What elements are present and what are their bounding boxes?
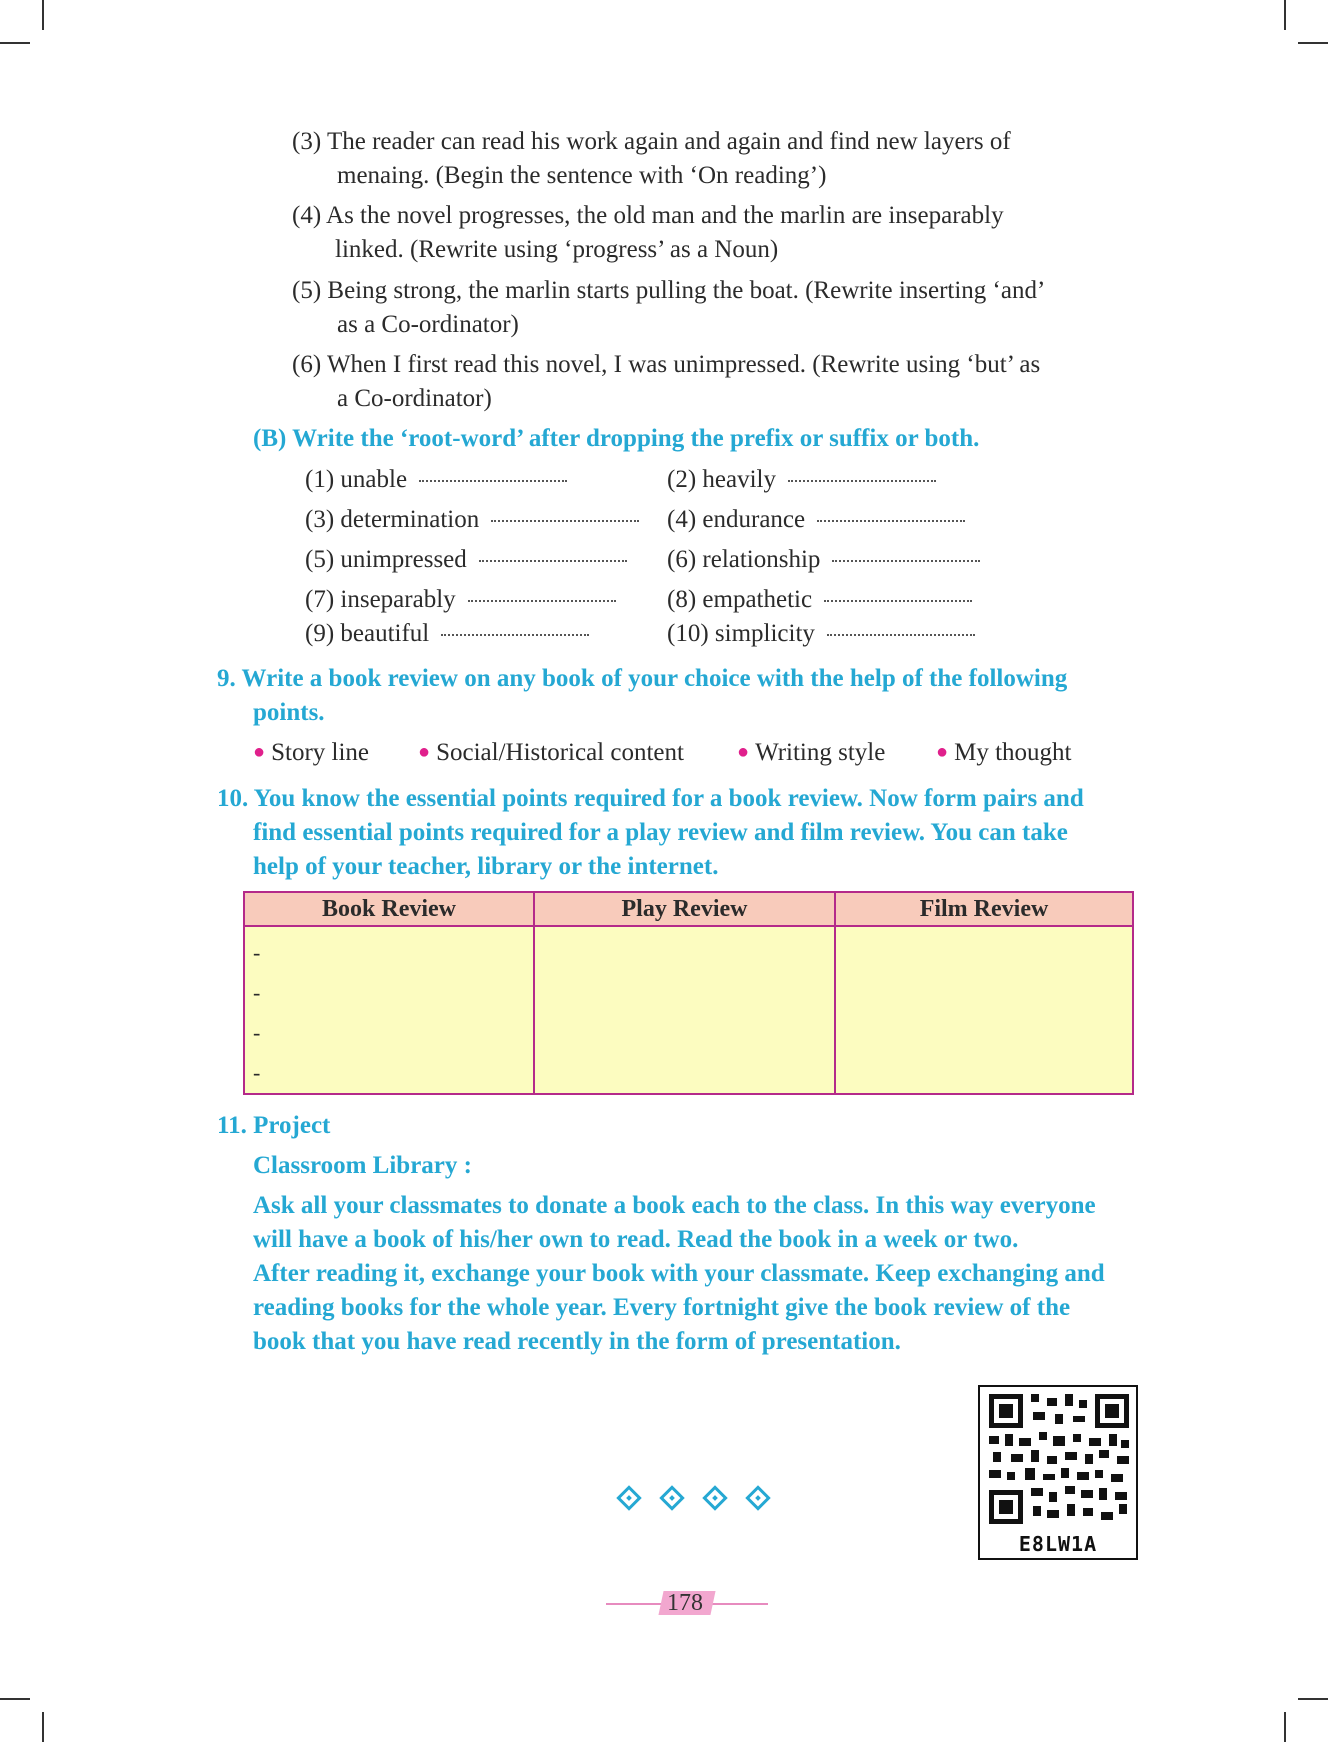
play-review-cell[interactable] [534, 926, 835, 1094]
crop-mark [1298, 1698, 1328, 1700]
exercise-item-6-line1: (6) When I first read this novel, I was unimpressed. (Rewrite using ‘but’ as [292, 351, 1041, 378]
exercise-item-6-line2: a Co-ordinator) [337, 385, 492, 412]
project-text-line: After reading it, exchange your book with your classmate. Keep exchanging and [253, 1260, 1105, 1287]
review-table [243, 891, 1134, 1095]
project-text-line: will have a book of his/her own to read. Read the book in a week or two. [253, 1226, 1019, 1253]
book-review-cell[interactable] [244, 926, 534, 1094]
question-9-line1: 9. Write a book review on any book of your choice with the help of the following [217, 665, 1068, 692]
crop-mark [1298, 42, 1328, 44]
dash-item: - [253, 1060, 261, 1085]
answer-blank[interactable] [491, 520, 639, 522]
exercise-item-5-line1: (5) Being strong, the marlin starts pulling the boat. (Rewrite inserting ‘and’ [292, 277, 1046, 304]
question-10-line2: find essential points required for a play review and film review. You can take [253, 819, 1068, 846]
dash-list [245, 927, 533, 1093]
answer-blank[interactable] [419, 480, 567, 482]
root-word-item: (10) simplicity [667, 620, 975, 648]
item-text: (3) The reader can read his work again and again and find new layers of [292, 128, 1011, 155]
dash-item: - [253, 940, 261, 965]
review-table-header-row [244, 892, 1133, 926]
project-text-line: book that you have read recently in the form of presentation. [253, 1328, 901, 1355]
bullet-icon: ● [253, 741, 266, 763]
diamond-ornament-icon [745, 1485, 770, 1510]
page-number: 178 [667, 1590, 703, 1616]
root-word-item: (5) unimpressed [305, 546, 627, 574]
crop-mark [0, 1698, 30, 1700]
qr-code-icon [989, 1394, 1129, 1524]
point-my-thought: ● My thought [936, 739, 1072, 766]
answer-blank[interactable] [832, 560, 980, 562]
root-word-item: (9) beautiful [305, 620, 589, 648]
point-writing-style: ● Writing style [737, 739, 886, 766]
qr-code-label: E8LW1A [1018, 1532, 1098, 1556]
header-book-review: Book Review [244, 892, 534, 926]
project-subheading: Classroom Library : [253, 1152, 472, 1179]
diamond-ornament-icon [659, 1485, 684, 1510]
crop-mark [42, 0, 44, 30]
question-11-heading: 11. Project [217, 1112, 331, 1139]
root-word-item: (3) determination [305, 506, 639, 534]
header-film-review: Film Review [835, 892, 1133, 926]
root-word-item: (7) inseparably [305, 586, 616, 614]
answer-blank[interactable] [441, 634, 589, 636]
point-story-line: ● Story line [253, 739, 370, 766]
exercise-item-4-line1: (4) As the novel progresses, the old man and the marlin are inseparably [292, 202, 1004, 229]
answer-blank[interactable] [479, 560, 627, 562]
crop-mark [42, 1712, 44, 1742]
dash-item: - [253, 980, 261, 1005]
question-10-line1: 10. You know the essential points required for a book review. Now form pairs and [217, 785, 1084, 812]
root-word-item: (6) relationship [667, 546, 980, 574]
root-word-item: (1) unable [305, 466, 567, 494]
dash-item: - [253, 1020, 261, 1045]
crop-mark [1284, 1712, 1286, 1742]
diamond-ornament-icon [616, 1485, 641, 1510]
point-social-historical: ● Social/Historical content [418, 739, 684, 766]
project-text-line: Ask all your classmates to donate a book each to the class. In this way everyone [253, 1192, 1096, 1219]
root-word-item: (4) endurance [667, 506, 965, 534]
exercise-item-3-line1 [292, 128, 1124, 156]
question-9-line2: points. [253, 699, 325, 726]
review-table-body-row [244, 926, 1133, 1094]
film-review-cell[interactable] [835, 926, 1133, 1094]
project-text-line: reading books for the whole year. Every fortnight give the book review of the [253, 1294, 1071, 1321]
section-b-heading: (B) Write the ‘root-word’ after dropping the prefix or suffix or both. [253, 425, 980, 452]
answer-blank[interactable] [824, 600, 972, 602]
diamond-ornament-icon [702, 1485, 727, 1510]
qr-code[interactable] [978, 1385, 1138, 1560]
root-word-item: (8) empathetic [667, 586, 972, 614]
crop-mark [1284, 0, 1286, 30]
header-play-review: Play Review [534, 892, 835, 926]
exercise-item-4-line2: linked. (Rewrite using ‘progress’ as a Noun) [335, 236, 779, 263]
bullet-icon: ● [936, 741, 949, 763]
root-word-item: (2) heavily [667, 466, 936, 494]
exercise-item-3-line2: menaing. (Begin the sentence with ‘On reading’) [337, 162, 827, 189]
bullet-icon: ● [737, 741, 750, 763]
bullet-icon: ● [418, 741, 431, 763]
exercise-item-5-line2: as a Co-ordinator) [337, 311, 519, 338]
crop-mark [0, 42, 30, 44]
answer-blank[interactable] [827, 634, 975, 636]
answer-blank[interactable] [817, 520, 965, 522]
question-10-line3: help of your teacher, library or the internet. [253, 853, 719, 880]
answer-blank[interactable] [788, 480, 936, 482]
answer-blank[interactable] [468, 600, 616, 602]
